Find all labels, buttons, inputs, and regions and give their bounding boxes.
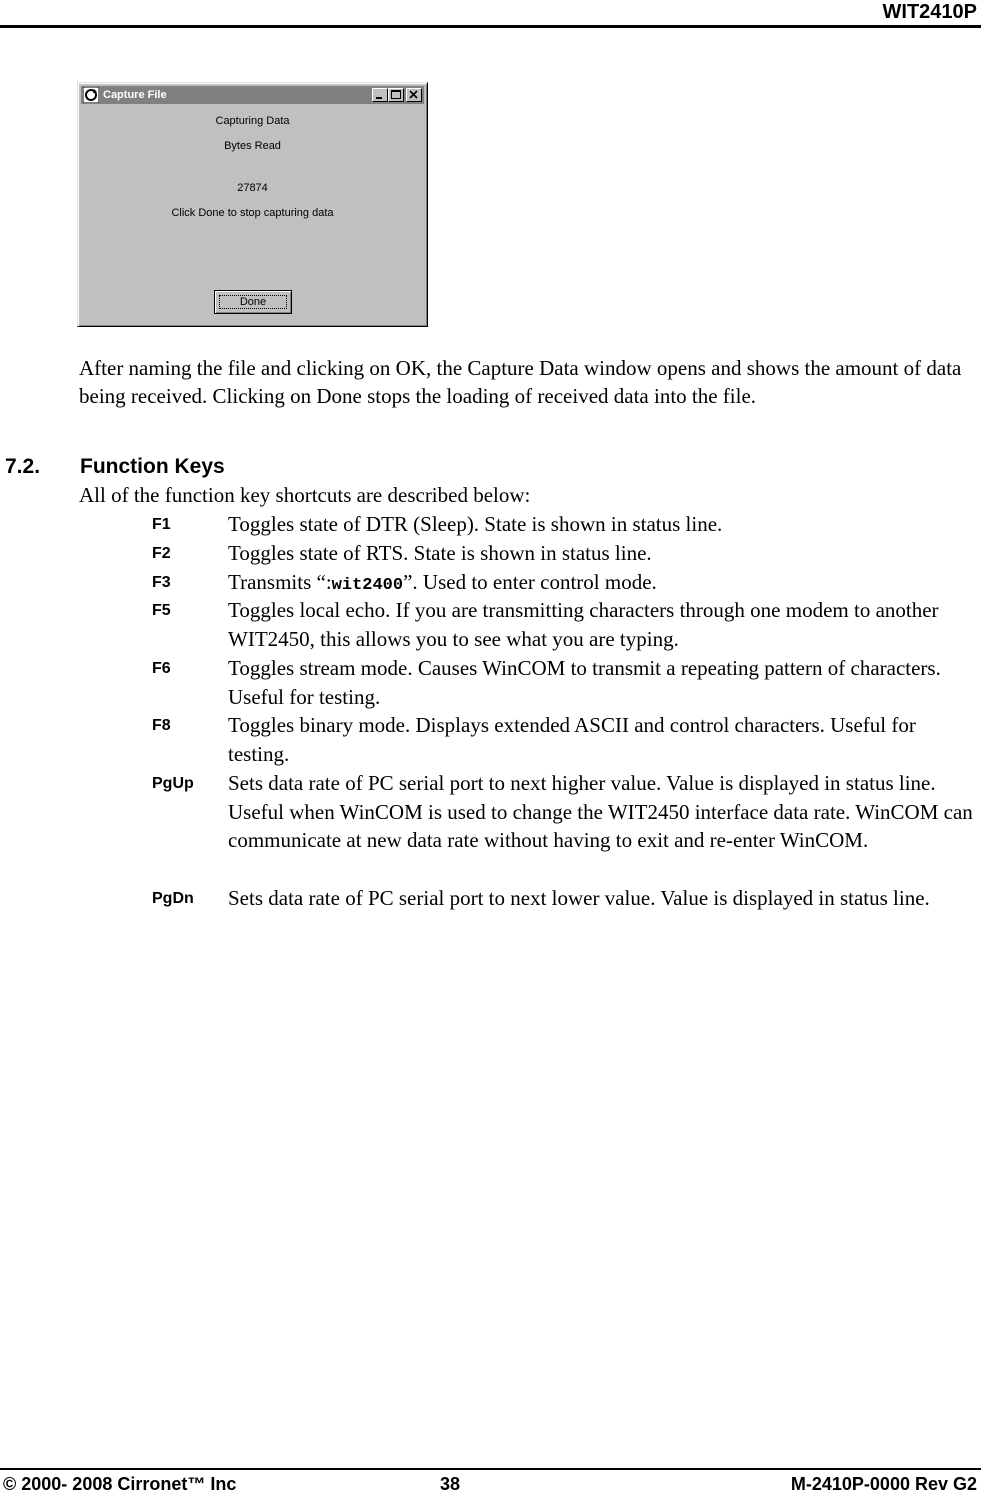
function-key-label: F3 bbox=[152, 574, 171, 591]
header-rule bbox=[0, 25, 981, 28]
page-header-title: WIT2410P bbox=[882, 1, 977, 23]
dialog-title-bar[interactable] bbox=[81, 86, 424, 104]
function-key-description: Sets data rate of PC serial port to next lower value. Value is displayed in status line. bbox=[228, 886, 930, 910]
footer-copyright: © 2000- 2008 Cirronet™ Inc bbox=[3, 1474, 237, 1494]
close-icon bbox=[407, 89, 421, 101]
function-key-label: PgDn bbox=[152, 890, 194, 907]
bytes-read-value: 27874 bbox=[237, 182, 268, 194]
footer-doc-number: M-2410P-0000 Rev G2 bbox=[790, 1474, 977, 1494]
function-key-description: Sets data rate of PC serial port to next higher value. Value is displayed in status line. Useful when WinCOM is used to change the WIT2450 interface data rate. WinCOM can communicate at new data rate without having to exit and re-enter WinCOM. bbox=[228, 771, 973, 852]
maximize-icon bbox=[389, 89, 403, 101]
function-key-description: Toggles state of DTR (Sleep). State is shown in status line. bbox=[228, 512, 723, 536]
minimize-icon bbox=[373, 89, 387, 101]
function-key-label: F1 bbox=[152, 516, 171, 533]
function-key-label: F5 bbox=[152, 602, 171, 619]
dialog-title: Capture File bbox=[103, 89, 167, 101]
section-title: Function Keys bbox=[80, 455, 225, 478]
footer-page-number: 38 bbox=[440, 1474, 461, 1494]
description-suffix: ”. Used to enter control mode. bbox=[403, 570, 657, 594]
section-heading bbox=[5, 453, 225, 481]
section-number: 7.2. bbox=[5, 455, 41, 478]
bytes-read-label: Bytes Read bbox=[224, 140, 281, 152]
minimize-button[interactable] bbox=[372, 88, 388, 102]
capture-file-dialog bbox=[77, 82, 428, 327]
refresh-arrow-icon bbox=[83, 87, 99, 103]
capture-description: After naming the file and clicking on OK, the Capture Data window opens and shows the amount of data being received. Clicking on Done stops the loading of received data into the file. bbox=[79, 356, 962, 408]
done-button-label: Done bbox=[239, 296, 267, 308]
function-key-label: F2 bbox=[152, 545, 171, 562]
function-key-description: Toggles state of RTS. State is shown in status line. bbox=[228, 541, 652, 565]
function-key-description: Toggles local echo. If you are transmitting characters through one modem to another WIT2450, this allows you to see what you are typing. bbox=[228, 598, 939, 651]
function-key-label: PgUp bbox=[152, 775, 194, 792]
function-key-label: F6 bbox=[152, 660, 171, 677]
capturing-data-label: Capturing Data bbox=[215, 115, 290, 127]
close-button[interactable] bbox=[406, 88, 422, 102]
section-intro: All of the function key shortcuts are described below: bbox=[79, 483, 531, 507]
description-prefix: Transmits “: bbox=[228, 570, 332, 594]
function-key-label: F8 bbox=[152, 717, 171, 734]
command-code: wit2400 bbox=[331, 576, 404, 595]
footer-rule bbox=[0, 1468, 981, 1470]
function-key-description: Toggles stream mode. Causes WinCOM to transmit a repeating pattern of characters. Useful for testing. bbox=[228, 656, 941, 709]
function-key-description: Toggles binary mode. Displays extended ASCII and control characters. Useful for testing. bbox=[228, 713, 916, 766]
instruction-text: Click Done to stop capturing data bbox=[171, 207, 334, 219]
maximize-button[interactable] bbox=[388, 88, 404, 102]
done-button[interactable] bbox=[214, 290, 292, 314]
